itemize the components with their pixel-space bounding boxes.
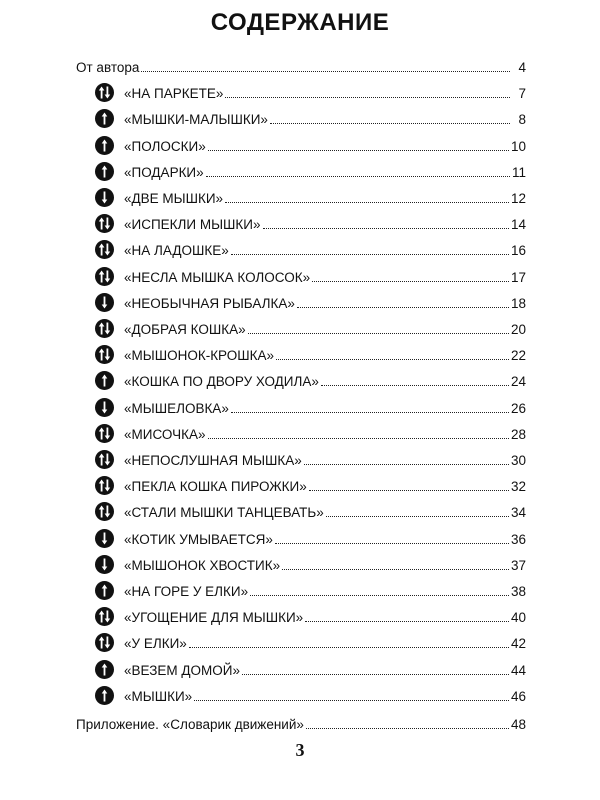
entry-title: «НЕПОСЛУШНАЯ МЫШКА» xyxy=(124,453,302,468)
up-down-arrows-icon xyxy=(95,240,114,259)
dot-leader xyxy=(297,307,509,308)
toc-entry[interactable] xyxy=(95,449,526,469)
toc-entry[interactable] xyxy=(95,213,526,233)
entry-page-number: 24 xyxy=(510,374,526,389)
entry-title: «КОТИК УМЫВАЕТСЯ» xyxy=(124,532,273,547)
entry-title: «ПОЛОСКИ» xyxy=(124,139,206,154)
entry-page-number: 14 xyxy=(510,217,526,232)
dot-leader xyxy=(270,123,510,124)
dot-leader xyxy=(194,700,509,701)
entry-page-number: 4 xyxy=(518,60,526,75)
entry-title: «ПЕКЛА КОШКА ПИРОЖКИ» xyxy=(124,479,307,494)
entry-title: «ИСПЕКЛИ МЫШКИ» xyxy=(124,217,261,232)
up-arrow-icon xyxy=(95,686,114,705)
down-arrow-icon xyxy=(95,293,114,312)
entry-title: «МИСОЧКА» xyxy=(124,427,206,442)
dot-leader xyxy=(141,71,510,72)
dot-leader xyxy=(326,516,509,517)
toc-entry[interactable] xyxy=(95,161,526,181)
entry-title: «КОШКА ПО ДВОРУ ХОДИЛА» xyxy=(124,374,319,389)
toc-entry[interactable] xyxy=(95,475,526,495)
entry-title: «МЫШЕЛОВКА» xyxy=(124,401,229,416)
toc-entry[interactable] xyxy=(95,344,526,364)
entry-page-number: 16 xyxy=(510,243,526,258)
entry-page-number: 30 xyxy=(510,453,526,468)
entry-title: «У ЕЛКИ» xyxy=(124,636,187,651)
entry-title: «НА ГОРЕ У ЕЛКИ» xyxy=(124,584,249,599)
up-down-arrows-icon xyxy=(95,607,114,626)
toc-entry[interactable] xyxy=(95,554,526,574)
entry-page-number: 34 xyxy=(510,505,526,520)
entry-page-number: 10 xyxy=(510,139,526,154)
dot-leader xyxy=(282,569,509,570)
entry-page-number: 38 xyxy=(510,584,526,599)
entry-title: «НЕСЛА МЫШКА КОЛОСОК» xyxy=(124,270,311,285)
entry-page-number: 37 xyxy=(510,558,526,573)
entry-page-number: 28 xyxy=(510,427,526,442)
entry-title: «МЫШКИ-МАЛЫШКИ» xyxy=(124,112,268,127)
dot-leader xyxy=(321,385,509,386)
dot-leader xyxy=(189,647,509,648)
entry-page-number: 8 xyxy=(518,112,526,127)
entry-page-number: 26 xyxy=(510,401,526,416)
entry-page-number: 7 xyxy=(518,86,526,101)
dot-leader xyxy=(225,97,510,98)
dot-leader xyxy=(206,176,510,177)
entry-title: Приложение. «Словарик движений» xyxy=(76,717,304,732)
up-down-arrows-icon xyxy=(95,476,114,495)
up-down-arrows-icon xyxy=(95,450,114,469)
entry-title: «МЫШОНОК-КРОШКА» xyxy=(124,348,275,363)
toc-entry[interactable] xyxy=(95,187,526,207)
entry-title: «ДВЕ МЫШКИ» xyxy=(124,191,224,206)
toc-entry[interactable] xyxy=(95,108,526,128)
entry-page-number: 42 xyxy=(510,636,526,651)
dot-leader xyxy=(306,728,509,729)
toc-entry[interactable] xyxy=(95,135,526,155)
entry-title: От автора xyxy=(76,60,140,75)
dot-leader xyxy=(231,254,509,255)
toc-entry-appendix[interactable] xyxy=(76,713,526,733)
dot-leader xyxy=(250,595,509,596)
up-arrow-icon xyxy=(95,162,114,181)
dot-leader xyxy=(309,490,509,491)
down-arrow-icon xyxy=(95,555,114,574)
up-arrow-icon xyxy=(95,581,114,600)
dot-leader xyxy=(208,150,509,151)
entry-title: «НЕОБЫЧНАЯ РЫБАЛКА» xyxy=(124,296,295,311)
up-down-arrows-icon xyxy=(95,214,114,233)
up-arrow-icon xyxy=(95,109,114,128)
toc-entry[interactable] xyxy=(95,685,526,705)
toc-entry[interactable] xyxy=(95,370,526,390)
up-down-arrows-icon xyxy=(95,424,114,443)
entry-title: «ВЕЗЕМ ДОМОЙ» xyxy=(124,663,240,678)
entry-title: «ДОБРАЯ КОШКА» xyxy=(124,322,246,337)
dot-leader xyxy=(275,543,509,544)
toc-entry[interactable] xyxy=(95,501,526,521)
entry-page-number: 11 xyxy=(511,165,526,180)
entry-page-number: 36 xyxy=(510,532,526,547)
up-down-arrows-icon xyxy=(95,319,114,338)
entry-page-number: 20 xyxy=(510,322,526,337)
entry-page-number: 17 xyxy=(510,270,526,285)
up-down-arrows-icon xyxy=(95,502,114,521)
toc-entry[interactable] xyxy=(95,397,526,417)
dot-leader xyxy=(248,333,509,334)
toc-entry[interactable] xyxy=(95,659,526,679)
toc-entry[interactable] xyxy=(95,606,526,626)
dot-leader xyxy=(312,281,509,282)
up-down-arrows-icon xyxy=(95,83,114,102)
entry-page-number: 12 xyxy=(510,191,526,206)
dot-leader xyxy=(304,464,509,465)
up-down-arrows-icon xyxy=(95,267,114,286)
toc-entry[interactable] xyxy=(95,292,526,312)
page-title: СОДЕРЖАНИЕ xyxy=(210,9,390,36)
up-arrow-icon xyxy=(95,136,114,155)
dot-leader xyxy=(208,438,509,439)
entry-title: «УГОЩЕНИЕ ДЛЯ МЫШКИ» xyxy=(124,610,304,625)
toc-entry[interactable] xyxy=(95,82,526,102)
down-arrow-icon xyxy=(95,188,114,207)
entry-page-number: 44 xyxy=(510,663,526,678)
toc-entry[interactable] xyxy=(95,423,526,443)
entry-page-number: 46 xyxy=(510,689,526,704)
toc-entry[interactable] xyxy=(95,318,526,338)
entry-title: «СТАЛИ МЫШКИ ТАНЦЕВАТЬ» xyxy=(124,505,324,520)
up-down-arrows-icon xyxy=(95,633,114,652)
dot-leader xyxy=(305,621,509,622)
up-down-arrows-icon xyxy=(95,345,114,364)
dot-leader xyxy=(231,412,509,413)
entry-page-number: 22 xyxy=(510,348,526,363)
toc-entry-intro[interactable] xyxy=(76,56,526,76)
toc-entry[interactable] xyxy=(95,239,526,259)
entry-page-number: 40 xyxy=(510,610,526,625)
entry-title: «МЫШОНОК ХВОСТИК» xyxy=(124,558,281,573)
entry-page-number: 48 xyxy=(510,717,526,732)
entry-title: «НА ПАРКЕТЕ» xyxy=(124,86,224,101)
toc-entry[interactable] xyxy=(95,528,526,548)
dot-leader xyxy=(225,202,509,203)
up-arrow-icon xyxy=(95,660,114,679)
entry-title: «МЫШКИ» xyxy=(124,689,193,704)
entry-page-number: 18 xyxy=(510,296,526,311)
dot-leader xyxy=(276,359,509,360)
page-number: 3 xyxy=(295,740,305,760)
up-arrow-icon xyxy=(95,371,114,390)
entry-page-number: 32 xyxy=(510,479,526,494)
toc-entry[interactable] xyxy=(95,266,526,286)
dot-leader xyxy=(242,674,509,675)
down-arrow-icon xyxy=(95,529,114,548)
toc-entry[interactable] xyxy=(95,632,526,652)
dot-leader xyxy=(263,228,509,229)
toc-entry[interactable] xyxy=(95,580,526,600)
entry-title: «ПОДАРКИ» xyxy=(124,165,204,180)
entry-title: «НА ЛАДОШКЕ» xyxy=(124,243,229,258)
down-arrow-icon xyxy=(95,398,114,417)
